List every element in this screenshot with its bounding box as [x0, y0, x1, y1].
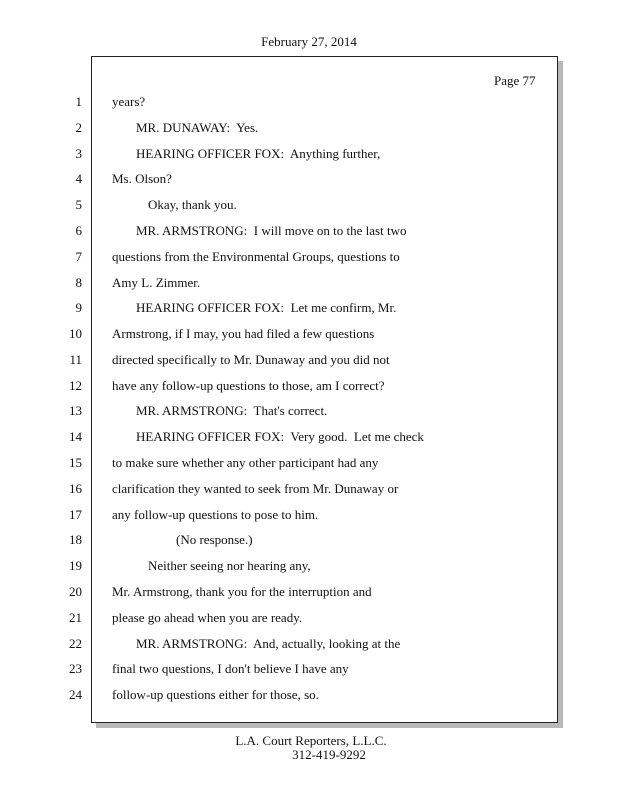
transcript-line: MR. ARMSTRONG: That's correct.: [136, 403, 328, 418]
line-number: 4: [75, 171, 82, 186]
line-number: 2: [75, 120, 82, 135]
transcript-line: HEARING OFFICER FOX: Very good. Let me check: [136, 429, 424, 444]
line-number: 20: [69, 584, 82, 599]
line-number: 18: [69, 532, 82, 547]
line-number: 21: [69, 610, 82, 625]
line-number: 12: [69, 378, 82, 393]
line-number: 5: [75, 197, 82, 212]
transcript-line: (No response.): [176, 532, 253, 547]
page-number: Page 77: [494, 73, 536, 88]
transcript-line: directed specifically to Mr. Dunaway and you did not: [112, 352, 390, 367]
line-number: 15: [69, 455, 82, 470]
line-number: 3: [75, 146, 82, 161]
footer-phone: 312-419-9292: [292, 747, 366, 762]
transcript-line: MR. DUNAWAY: Yes.: [136, 120, 259, 135]
transcript-line: have any follow-up questions to those, am I correct?: [112, 378, 385, 393]
line-number: 8: [75, 275, 82, 290]
transcript-line: Okay, thank you.: [148, 197, 237, 212]
transcript-line: years?: [112, 94, 146, 109]
line-number: 19: [69, 558, 82, 573]
footer-company: L.A. Court Reporters, L.L.C.: [235, 733, 387, 748]
line-number: 1: [75, 94, 82, 109]
transcript-line: Ms. Olson?: [112, 171, 172, 186]
line-number: 24: [69, 687, 82, 702]
transcript-line: to make sure whether any other participant had any: [112, 455, 379, 470]
line-number: 14: [69, 429, 82, 444]
transcript-line: Mr. Armstrong, thank you for the interruption and: [112, 584, 372, 599]
transcript-line: MR. ARMSTRONG: I will move on to the last two: [136, 223, 407, 238]
line-number: 16: [69, 481, 82, 496]
line-number: 10: [69, 326, 82, 341]
line-number: 23: [69, 661, 82, 676]
transcript-line: follow-up questions either for those, so.: [112, 687, 319, 702]
line-number: 17: [69, 507, 82, 522]
transcript-line: final two questions, I don't believe I have any: [112, 661, 349, 676]
line-number: 7: [75, 249, 82, 264]
transcript-line: HEARING OFFICER FOX: Anything further,: [136, 146, 381, 161]
transcript-line: please go ahead when you are ready.: [112, 610, 303, 625]
line-number: 11: [69, 352, 82, 367]
line-number: 22: [69, 636, 82, 651]
line-number: 13: [69, 403, 82, 418]
transcript-line: clarification they wanted to seek from Mr. Dunaway or: [112, 481, 399, 496]
transcript-line: Neither seeing nor hearing any,: [148, 558, 311, 573]
header-date: February 27, 2014: [261, 34, 357, 49]
transcript-line: any follow-up questions to pose to him.: [112, 507, 319, 522]
transcript-line: questions from the Environmental Groups, questions to: [112, 249, 400, 264]
line-number: 9: [75, 300, 82, 315]
line-number: 6: [75, 223, 82, 238]
transcript-line: Armstrong, if I may, you had filed a few questions: [112, 326, 375, 341]
transcript-line: MR. ARMSTRONG: And, actually, looking at the: [136, 636, 401, 651]
transcript-line: HEARING OFFICER FOX: Let me confirm, Mr.: [136, 300, 397, 315]
transcript-line: Amy L. Zimmer.: [112, 275, 201, 290]
